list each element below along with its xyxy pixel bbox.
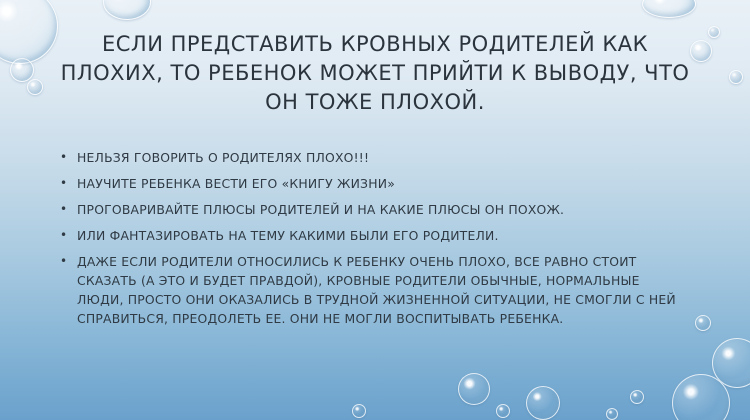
water-drop [458, 373, 490, 405]
water-drop [10, 58, 34, 82]
water-drop [642, 0, 696, 18]
bullet-marker: • [60, 228, 68, 242]
water-drop [695, 315, 711, 331]
bullet-item [60, 252, 688, 328]
water-drop [729, 70, 743, 84]
water-drop [0, 0, 58, 64]
bullet-text: ДАЖЕ ЕСЛИ РОДИТЕЛИ ОТНОСИЛИСЬ К РЕБЕНКУ ОЧЕНЬ ПЛОХО, ВСЕ РАВНО СТОИТ СКАЗАТЬ (А ЭТО И БУДЕТ ПРАВДОЙ), КРОВНЫЕ РОДИТЕЛИ ОБЫЧНЫЕ, НОРМАЛЬНЫЕ ЛЮДИ, ПРОСТО ОНИ ОКАЗАЛИСЬ В ТРУДНОЙ ЖИЗНЕННОЙ СИТУАЦИИ, НЕ СМОГЛИ С НЕЙ СПРАВИТЬСЯ, ПРЕОДОЛЕТЬ ЕЕ. ОНИ НЕ МОГЛИ ВОСПИТЫВАТЬ РЕБЕНКА. [77, 254, 676, 326]
bullet-marker: • [60, 150, 68, 164]
water-drop [526, 386, 560, 420]
bullet-text: НАУЧИТЕ РЕБЕНКА ВЕСТИ ЕГО «КНИГУ ЖИЗНИ» [77, 176, 395, 191]
water-drop [496, 404, 510, 418]
water-drop [103, 0, 151, 20]
bullet-text: ПРОГОВАРИВАЙТЕ ПЛЮСЫ РОДИТЕЛЕЙ И НА КАКИЕ ПЛЮСЫ ОН ПОХОЖ. [77, 202, 565, 217]
water-drop [630, 390, 644, 404]
water-drop [27, 79, 43, 95]
bullet-item [60, 200, 688, 219]
slide-title: ЕСЛИ ПРЕДСТАВИТЬ КРОВНЫХ РОДИТЕЛЕЙ КАК ПЛОХИХ, ТО РЕБЕНОК МОЖЕТ ПРИЙТИ К ВЫВОДУ, ЧТО ОН ТОЖЕ ПЛОХОЙ. [60, 32, 690, 114]
bullet-item [60, 148, 688, 167]
bullet-marker: • [60, 176, 68, 190]
bullet-marker: • [60, 202, 68, 216]
bullet-marker: • [60, 254, 68, 268]
water-drop [606, 408, 618, 420]
bullet-item [60, 226, 688, 245]
bullet-list [60, 148, 688, 335]
bullet-text: НЕЛЬЗЯ ГОВОРИТЬ О РОДИТЕЛЯХ ПЛОХО!!! [77, 150, 370, 165]
water-drop [708, 26, 720, 38]
water-drop [352, 404, 366, 418]
bullet-text: ИЛИ ФАНТАЗИРОВАТЬ НА ТЕМУ КАКИМИ БЫЛИ ЕГО РОДИТЕЛИ. [77, 228, 499, 243]
bullet-item [60, 174, 688, 193]
